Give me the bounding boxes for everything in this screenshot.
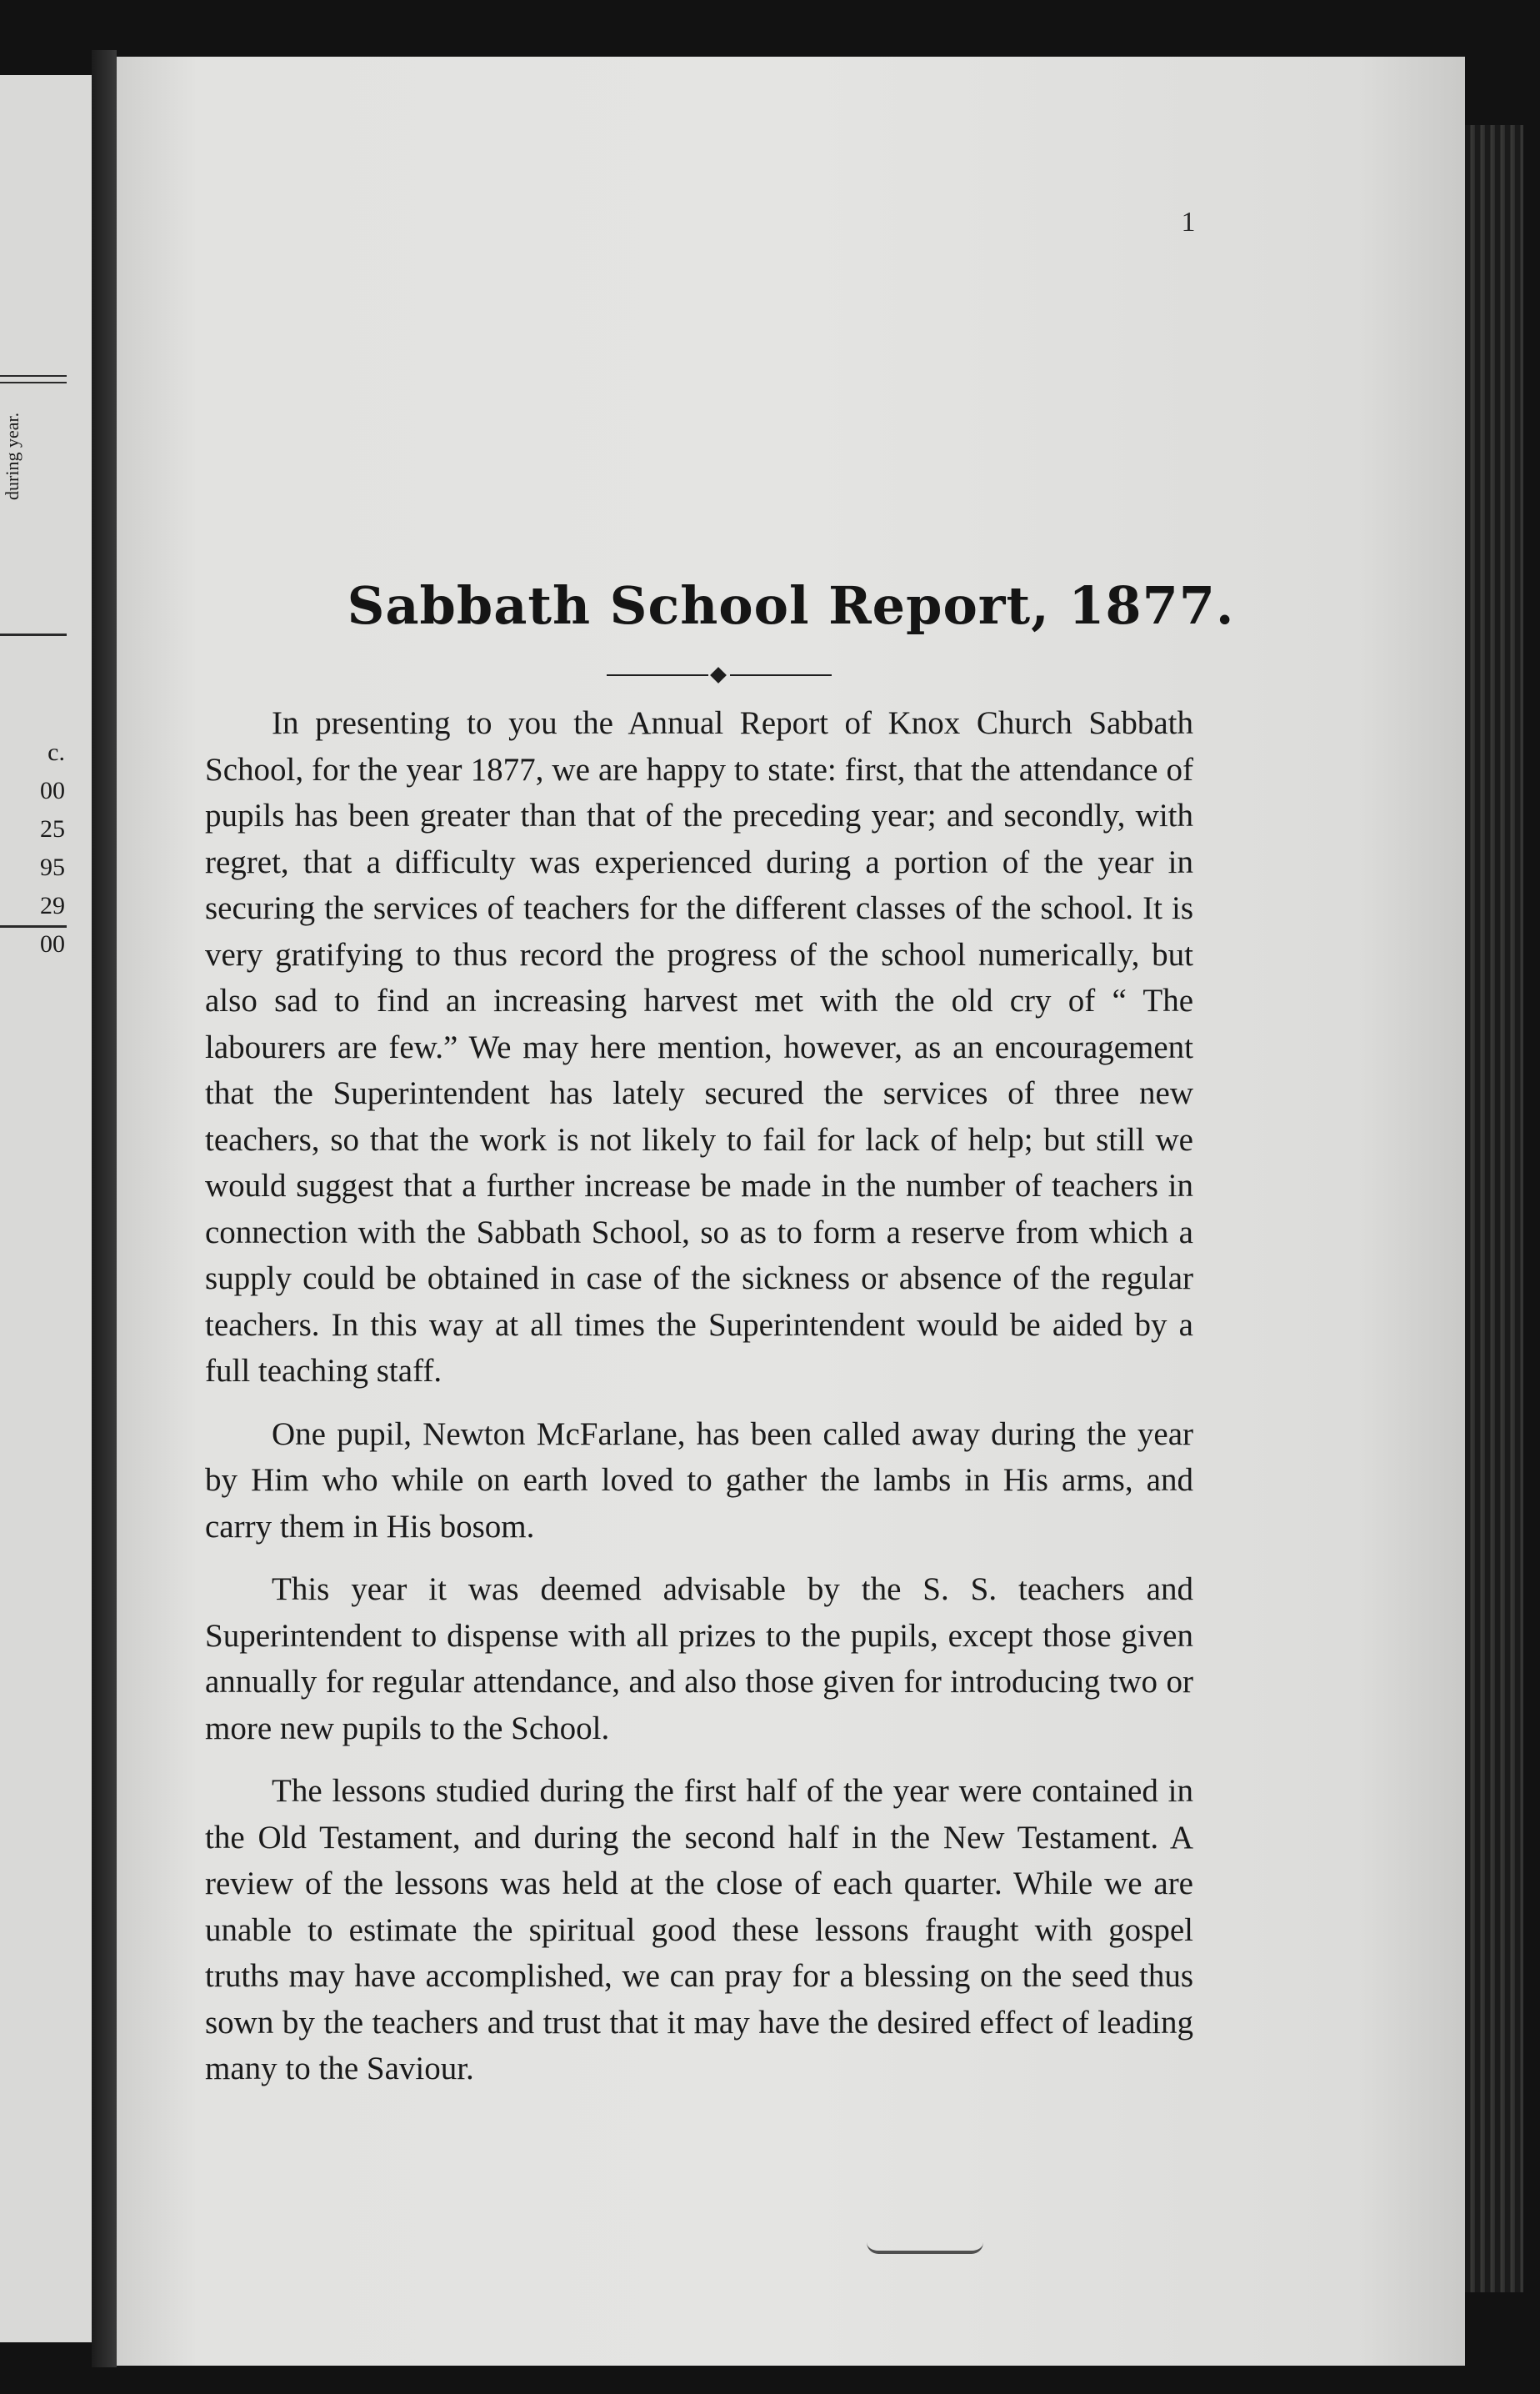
paragraph-prizes: This year it was deemed advisable by the S. S. teachers and Superintendent to dispense with all prizes to the pupils, except those given annually for regular attendance, and also those given for introducing two or more new pupils to the School.	[205, 1571, 1193, 1746]
left-page-cents-value: 00	[40, 777, 65, 804]
left-page-cents-value: 95	[40, 854, 65, 881]
page-mark: 1	[1181, 207, 1196, 238]
page-edge-stack	[1465, 125, 1523, 2292]
title-ornament-divider	[607, 667, 832, 684]
report-title: Sabbath School Report, 1877.	[347, 575, 1235, 636]
paragraph-pupil-death: One pupil, Newton McFarlane, has been called away during the year by Him who while on earth loved to gather the lambs in His arms, and carry them in His bosom.	[205, 1415, 1193, 1545]
left-page-cents-header: c.	[48, 739, 65, 766]
left-page-column-label: during year.	[2, 412, 22, 500]
left-page-cents-value: 25	[40, 815, 65, 843]
left-page-double-rule	[0, 375, 67, 383]
left-page-fragment	[0, 75, 92, 2342]
ornament-diamond	[710, 667, 727, 684]
left-page-cents-column	[0, 734, 65, 964]
paragraph-attendance: In presenting to you the Annual Report of Knox Church Sabbath School, for the year 1877, we are happy to state: first, that the attendance of pupils has been greater than that of the preceding year; and secondly, with regret, that a difficulty was experienced during a portion of the year in securing the services of teachers for the different classes of the school. It is very gratifying to thus record the progress of the school numerically, but also sad to find an increasing harvest met with the old cry of “ The labourers are few.” We may here mention, however, as an encouragement that the Superintendent has lately secured the services of three new teachers, so that the work is not likely to fail for lack of help; but still we would suggest that a further increase be made in the number of teachers in connection with the Sabbath School, so as to form a reserve from which a supply could be obtained in case of the sickness or absence of the regular teachers. In this way at all times the Superintendent would be aided by a full teaching staff.	[205, 705, 1193, 1389]
left-page-rule	[0, 925, 67, 928]
book-gutter	[92, 50, 117, 2367]
left-page-rule	[0, 634, 67, 636]
ornament-line-right	[730, 674, 832, 676]
ornament-line-left	[607, 674, 708, 676]
ink-smudge	[867, 2242, 983, 2254]
paragraph-lessons: The lessons studied during the first half of the year were contained in the Old Testament, and during the second half in the New Testament. A review of the lessons was held at the close of each quarter. While we are unable to estimate the spiritual good these lessons fraught with gospel truths may have accomplished, we can pray for a blessing on the seed thus sown by the teachers and trust that it may have the desired effect of leading many to the Saviour.	[205, 1773, 1193, 2086]
left-page-cents-value: 00	[40, 930, 65, 958]
left-page-cents-value: 29	[40, 892, 65, 919]
report-body	[205, 700, 1193, 2109]
